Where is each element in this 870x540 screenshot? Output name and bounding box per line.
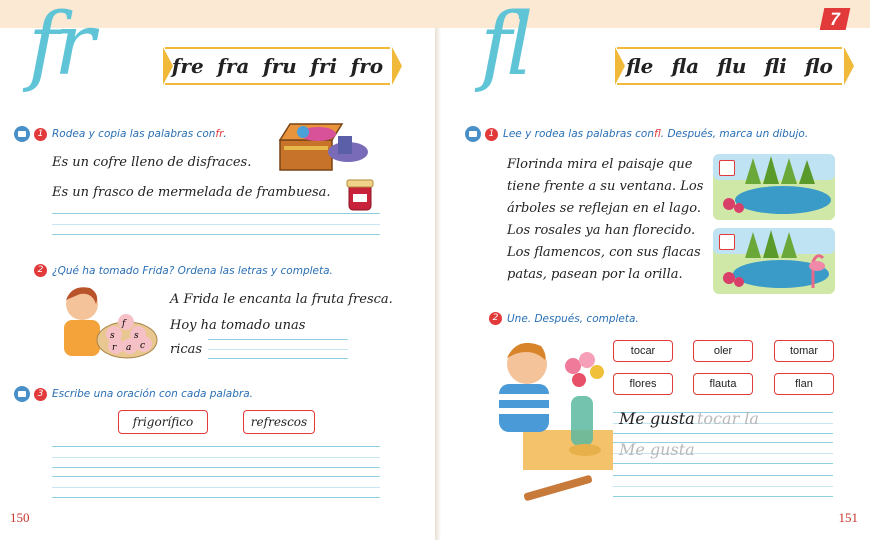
syllable: flu [717, 54, 747, 78]
instruction-end: . Después, marca un dibujo. [660, 128, 809, 140]
notebook-icon [14, 386, 30, 402]
frida-girl-image [52, 282, 162, 364]
writing-lines[interactable] [52, 446, 380, 468]
word-box-tomar[interactable]: tomar [774, 340, 834, 362]
big-letters-fr: fr [28, 0, 89, 95]
reading-line: Florinda mira el paisaje que [507, 157, 693, 172]
reading-line: tiene frente a su ventana. Los [507, 179, 704, 194]
word-card-refrescos: refrescos [243, 410, 315, 434]
word-box-flores[interactable]: flores [613, 373, 673, 395]
sentence-1: Es un cofre lleno de disfraces. [52, 155, 252, 170]
word-box-oler[interactable]: oler [693, 340, 753, 362]
traced-words: Me gusta [619, 440, 695, 459]
picture-2-checkbox[interactable] [719, 234, 735, 250]
highlight-letters: fl [653, 128, 661, 140]
syllable: fla [671, 54, 700, 78]
syllable: flo [804, 54, 833, 78]
answer-line[interactable] [208, 339, 348, 359]
syllable: fra [217, 54, 250, 78]
sentence-2: Es un frasco de mermelada de frambuesa. [52, 185, 331, 200]
exercise-number: 1 [34, 128, 47, 141]
letter-bubble: f [122, 319, 126, 329]
unit-badge: 7 [820, 8, 851, 30]
traced-words: tocar la [697, 409, 759, 428]
ex2-line-2: Hoy ha tomado unas [170, 318, 306, 333]
notebook-icon [14, 126, 30, 142]
exercise-number: 3 [34, 388, 47, 401]
syllable: fle [626, 54, 654, 78]
exercise-1-heading [465, 126, 808, 142]
instruction-text: Lee y rodea las palabras con [503, 128, 654, 140]
jam-jar-image [345, 178, 375, 212]
exercise-1-heading [14, 126, 227, 142]
writing-lines[interactable] [613, 475, 833, 497]
reading-line: patas, pasean por la orilla. [507, 267, 683, 282]
letter-bubble: s [110, 331, 115, 341]
writing-lines[interactable] [52, 213, 380, 235]
syllable: fli [764, 54, 787, 78]
exercise-3-heading [14, 386, 253, 402]
letter-bubble: a [126, 343, 132, 353]
word-card-frigorifico: frigorífico [118, 410, 208, 434]
page-number: 150 [10, 510, 30, 525]
ex2-line-1: A Frida le encanta la fruta fresca. [170, 292, 393, 307]
costume-chest-image [268, 118, 378, 176]
letter-bubble: c [140, 341, 146, 351]
instruction-text: Rodea y copia las palabras con [52, 128, 216, 140]
syllable-banner [165, 47, 390, 85]
big-letters-fl: fl [480, 0, 528, 95]
word-box-flauta[interactable]: flauta [693, 373, 753, 395]
instruction-text: ¿Qué ha tomado Frida? Ordena las letras y completa. [52, 264, 333, 277]
exercise-2-heading [34, 264, 333, 277]
boy-with-flowers-image [493, 336, 613, 504]
letter-bubble: s [134, 331, 139, 341]
word-box-flan[interactable]: flan [774, 373, 834, 395]
exercise-number: 1 [485, 128, 498, 141]
page-number: 151 [838, 510, 858, 525]
reading-line: Los rosales ya han florecido. [507, 223, 696, 238]
syllable: fri [310, 54, 338, 78]
letter-bubble: r [112, 343, 117, 353]
sentence-start: Me gusta [619, 409, 695, 428]
page-fold [435, 0, 441, 540]
reading-line: árboles se reflejan en el lago. [507, 201, 701, 216]
word-box-tocar[interactable]: tocar [613, 340, 673, 362]
instruction-text: Escribe una oración con cada palabra. [52, 388, 253, 400]
writing-lines[interactable] [52, 476, 380, 498]
picture-1-checkbox[interactable] [719, 160, 735, 176]
exercise-2-heading [489, 312, 639, 325]
syllable: fro [350, 54, 384, 78]
syllable: fre [171, 54, 204, 78]
syllable-banner [617, 47, 842, 85]
exercise-number: 2 [489, 312, 502, 325]
ex2-line-3: ricas [170, 342, 203, 357]
syllable: fru [263, 54, 297, 78]
instruction-end: . [223, 128, 227, 140]
notebook-icon [465, 126, 481, 142]
instruction-text: Une. Después, completa. [507, 312, 639, 325]
reading-line: Los flamencos, con sus flacas [507, 245, 701, 260]
exercise-number: 2 [34, 264, 47, 277]
right-page [435, 0, 870, 540]
highlight-letters: fr [215, 128, 224, 140]
